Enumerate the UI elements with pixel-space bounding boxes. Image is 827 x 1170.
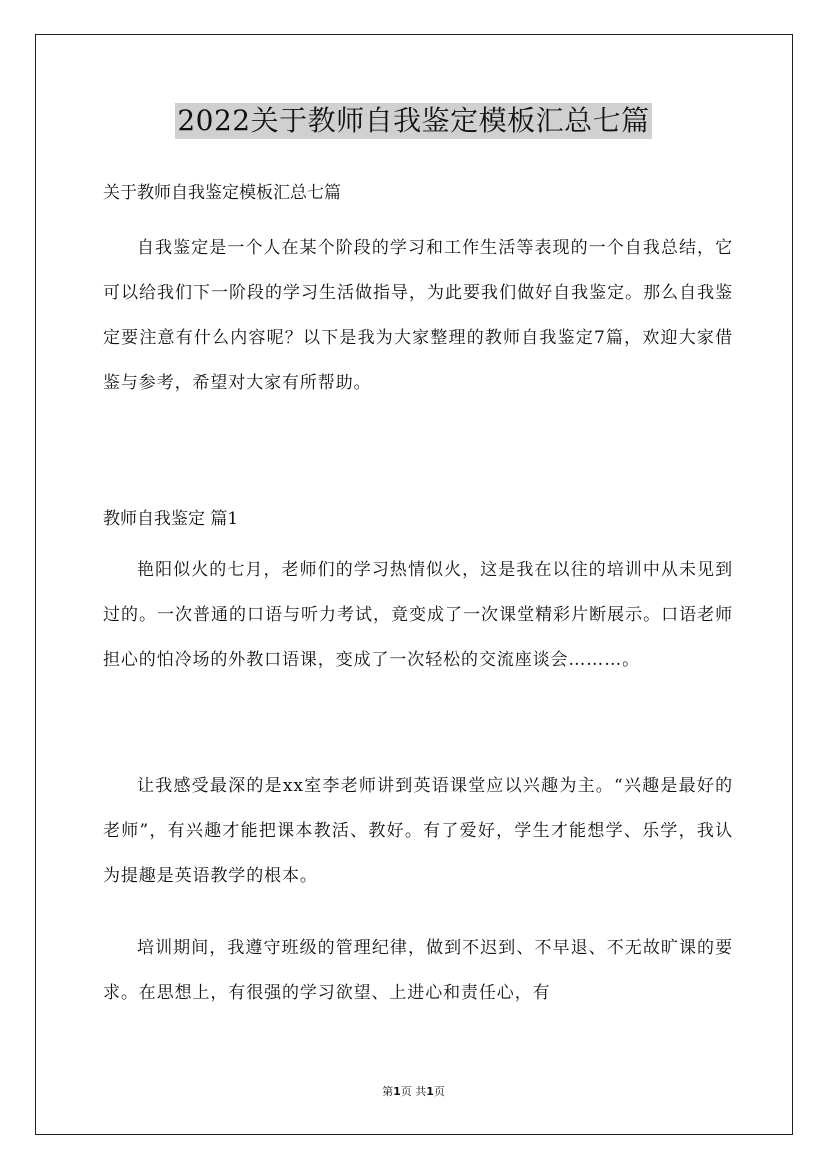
page-footer [0,1083,827,1099]
body-paragraph-2: 让我感受最深的是xx室李老师讲到英语课堂应以兴趣为主。“兴趣是最好的老师”，有兴趣才能把课本教活、教好。有了爱好，学生才能想学、乐学，我认为提趣是英语教学的根本。 [103,776,733,886]
section-heading: 教师自我鉴定 篇1 [103,509,239,529]
footer-page-suffix: 页 [433,1085,445,1098]
body-paragraph-1: 艳阳似火的七月，老师们的学习热情似火，这是我在以往的培训中从未见到过的。一次普通的口语与听力考试，竟变成了一次课堂精彩片断展示。口语老师担心的怕冷场的外教口语课，变成了一次轻松的交流座谈会………。 [103,560,733,670]
document-title: 2022关于教师自我鉴定模板汇总七篇 [177,104,650,137]
body-paragraph-3: 培训期间，我遵守班级的管理纪律，做到不迟到、不早退、不无故旷课的要求。在思想上，有很强的学习欲望、上进心和责任心，有 [103,938,733,1003]
footer-page-mid: 页 共 [400,1085,427,1098]
footer-page-total: 1 [426,1085,434,1098]
intro-paragraph: 自我鉴定是一个人在某个阶段的学习和工作生活等表现的一个自我总结，它可以给我们下一阶段的学习生活做指导，为此要我们做好自我鉴定。那么自我鉴定要注意有什么内容呢？以下是我为大家整理的教师自我鉴定7篇，欢迎大家借鉴与参考，希望对大家有所帮助。 [103,238,733,393]
title-container [0,103,827,139]
footer-page-number: 1 [393,1085,401,1098]
document-subtitle: 关于教师自我鉴定模板汇总七篇 [103,183,341,203]
footer-page-prefix: 第 [382,1085,394,1098]
